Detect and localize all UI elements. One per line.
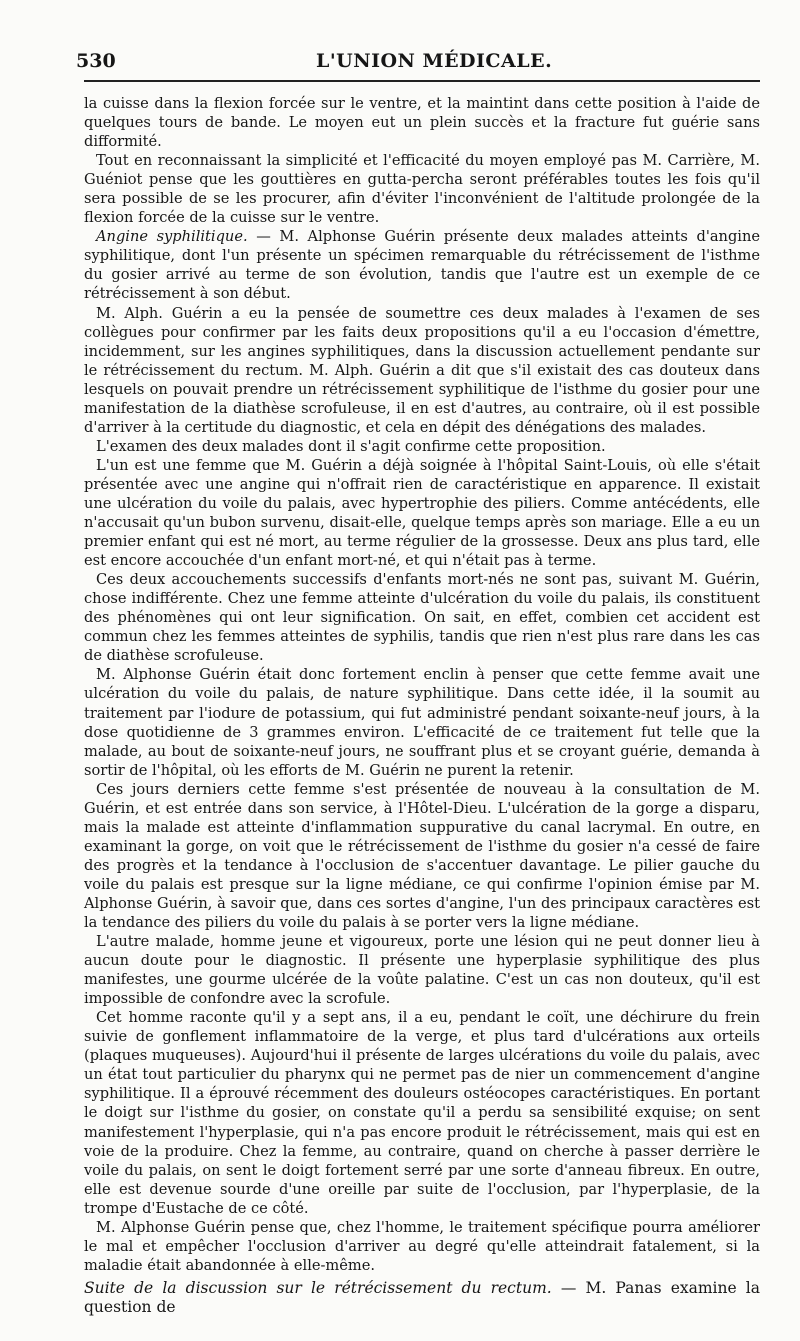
paragraph-hotel-dieu: Ces jours derniers cette femme s'est présentée de nouveau à la consultation de M. Guérin, et est entrée dans son service, à l'Hôtel-Dieu. L'ulcération de la gorge a disparu, mais la malade est atteinte d'inflammation suppurative du canal lacrymal. En outre, en examinant la gorge, on voit que le rétrécissement de l'isthme du gosier n'a cessé de faire des progrès et la tendance à l'occlusion de s'accentuer davantage. Le pilier gauche du voile du palais est presque sur la ligne médiane, ce qui confirme l'opinion émise par M. Alphonse Guérin, à savoir que, dans ces sortes d'angine, l'un des principaux caractères est la tendance des piliers du voile du palais à se porter vers la ligne médiane.	[84, 780, 760, 932]
paragraph-examen: L'examen des deux malades dont il s'agit confirme cette proposition.	[96, 437, 606, 455]
article-body	[84, 94, 760, 1317]
paragraph-angine-intro	[84, 227, 760, 303]
rectum-intro-text: — M. Panas examine la question de	[84, 1278, 760, 1316]
paragraph-gueniot: Tout en reconnaissant la simplicité et l'efficacité du moyen employé pas M. Carrière, M. Guéniot pense que les gouttières en gutta-percha seront préférables toutes les fois qu'il sera possible de se les procurer, afin d'éviter l'inconvénient de l'altitude prolongée de la flexion forcée de la cuisse sur le ventre.	[84, 152, 760, 227]
paragraph-homme: Cet homme raconte qu'il y a sept ans, il a eu, pendant le coït, une déchirure du frein suivie de gonflement inflammatoire de la verge, et plus tard d'ulcérations aux orteils (plaques muqueuses). Aujourd'hui il présente de larges ulcérations du voile du palais, avec un état tout particulier du pharynx qui ne permet pas de nier un commencement d'angine syphilitique. Il a éprouvé récemment des douleurs ostéocopes caractéristiques. En portant le doigt sur l'isthme du gosier, on constate qu'il a perdu sa sensibilité exquise; on sent manifestement l'hyperplasie, qui n'a pas encore produit le rétrécissement, mais qui est en voie de la produire. Chez la femme, au contraire, quand on cherche à passer derrière le voile du palais, on sent le doigt fortement serré par une sorte d'anneau fibreux. En outre, elle est devenue sourde d'une oreille par suite de l'occlusion, par l'hyperplasie, de la trompe d'Eustache de ce côté.	[84, 1009, 760, 1217]
page-number: 530	[76, 50, 116, 72]
paragraph-guerin-propositions: M. Alph. Guérin a eu la pensée de soumettre ces deux malades à l'examen de ses collègues pour confirmer par les faits deux propositions qu'il a eu l'occasion d'émettre, incidemment, sur les angines syphilitiques, dans la discussion actuellement pendante sur le rétrécissement du rectum. M. Alph. Guérin a dit que s'il existait des cas douteux dans lesquels on pouvait prendre un rétrécissement syphilitique de l'isthme du gosier pour une manifestation de la diathèse scrofuleuse, il en est d'autres, au contraire, où il est possible d'arriver à la certitude du diagnostic, et cela en dépit des dénégations des malades.	[84, 304, 760, 436]
section-heading-angine: Angine syphilitique.	[96, 228, 248, 246]
paragraph-accouchements: Ces deux accouchements successifs d'enfants mort-nés ne sont pas, suivant M. Guérin, chose indifférente. Chez une femme atteinte d'ulcération du voile du palais, ils constituent des phénomènes qui ont leur signification. On sait, en effet, combien cet accident est commun chez les femmes atteintes de syphilis, tandis que rien n'est plus rare dans les cas de diathèse scrofuleuse.	[84, 571, 760, 665]
page-header	[76, 44, 760, 82]
paragraph-rectum-discussion	[84, 1279, 760, 1317]
paragraph-femme: L'un est une femme que M. Guérin a déjà soignée à l'hôpital Saint-Louis, où elle s'était présentée avec une angine qui n'offrait rien de caractéristique en apparence. Il existait une ulcération du voile du palais, avec hypertrophie des piliers. Comme antécédents, elle n'accusait qu'un bubon survenu, disait-elle, quelque temps après son mariage. Elle a eu un premier enfant qui est né mort, au terme régulier de la grossesse. Deux ans plus tard, elle est encore accouchée d'un enfant mort-né, et qui n'était pas à terme.	[84, 456, 760, 570]
paragraph-continuation: la cuisse dans la flexion forcée sur le ventre, et la maintint dans cette position à l'aide de quelques tours de bande. Le moyen eut un plein succès et la fracture fut guérie sans difformité.	[84, 95, 760, 151]
angine-intro-text: — M. Alphonse Guérin présente deux malades atteints d'angine syphilitique, dont l'un présente un spécimen remarquable du rétrécissement de l'isthme du gosier arrivé au terme de son évolution, tandis que l'autre est un exemple de ce rétrécissement à son début.	[84, 228, 761, 303]
paragraph-traitement: M. Alphonse Guérin était donc fortement enclin à penser que cette femme avait une ulcération du voile du palais, de nature syphilitique. Dans cette idée, il la soumit au traitement par l'iodure de potassium, qui fut administré pendant soixante-neuf jours, à la dose quotidienne de 3 grammes environ. L'efficacité de ce traitement fut telle que la malade, au bout de soixante-neuf jours, ne souffrant plus et se croyant guérie, demanda à sortir de l'hôpital, où les efforts de M. Guérin ne purent la retenir.	[84, 666, 760, 779]
running-head: L'UNION MÉDICALE.	[316, 50, 553, 72]
paragraph-autre-malade: L'autre malade, homme jeune et vigoureux, porte une lésion qui ne peut donner lieu à aucun doute pour le diagnostic. Il présente une hyperplasie syphilitique des plus manifestes, une gourme ulcérée de la voûte palatine. C'est un cas non douteux, qu'il est impossible de confondre avec la scrofule.	[84, 933, 760, 1008]
paragraph-conclusion: M. Alphonse Guérin pense que, chez l'homme, le traitement spécifique pourra améliorer le mal et empêcher l'occlusion d'arriver au degré qu'elle atteindrait fatalement, si la maladie était abandonnée à elle-même.	[84, 1218, 760, 1274]
section-heading-rectum: Suite de la discussion sur le rétrécissement du rectum.	[84, 1278, 552, 1297]
